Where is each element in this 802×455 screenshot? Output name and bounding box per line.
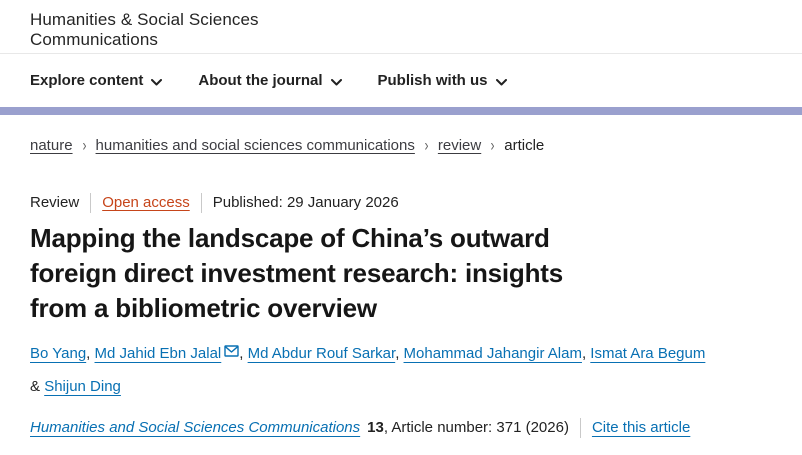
chevron-down-icon	[151, 73, 162, 90]
site-header	[0, 0, 802, 54]
cite-this-article-link[interactable]: Cite this article	[591, 419, 691, 436]
article-type-label: Review	[30, 194, 80, 211]
journal-accent-bar	[0, 107, 802, 115]
citation-line	[0, 417, 802, 438]
author-list	[0, 336, 745, 403]
article-title: Mapping the landscape of China’s outward foreign direct investment research: insights from a bibliometric overview	[30, 223, 564, 323]
meta-divider	[201, 193, 202, 213]
meta-divider	[580, 418, 581, 438]
author-link[interactable]: Ismat Ara Begum	[590, 345, 706, 362]
journal-title: Humanities & Social Sciences Communications	[30, 10, 259, 49]
author-link[interactable]: Bo Yang	[30, 345, 87, 362]
open-access-link[interactable]: Open access	[102, 194, 190, 211]
author-separator: ,	[239, 345, 248, 362]
nav-item-label: Explore content	[30, 72, 144, 89]
article-meta	[0, 192, 802, 213]
author-separator: &	[30, 378, 45, 395]
site-nav	[0, 54, 802, 107]
author-separator: ,	[86, 345, 95, 362]
author-link[interactable]: Md Abdur Rouf Sarkar	[247, 345, 396, 362]
published-date: Published: 29 January 2026	[212, 194, 399, 211]
author-separator: ,	[395, 345, 404, 362]
author-link[interactable]: Md Jahid Ebn Jalal	[94, 345, 222, 362]
author-separator: ,	[581, 345, 591, 362]
breadcrumb-link-journal[interactable]: humanities and social sciences communications	[95, 137, 415, 154]
chevron-down-icon	[496, 73, 507, 90]
journal-link[interactable]: Humanities and Social Sciences Communications	[30, 419, 361, 436]
nav-item-publish-with-us[interactable]	[378, 71, 507, 90]
breadcrumb-current-article: article	[504, 137, 545, 154]
volume-number: 13	[367, 419, 384, 436]
breadcrumb-separator-icon: ›	[82, 136, 87, 155]
nav-item-about-the-journal[interactable]	[198, 71, 341, 90]
author-link[interactable]: Shijun Ding	[44, 378, 121, 395]
email-envelope-icon[interactable]	[224, 336, 239, 369]
breadcrumb-link-nature[interactable]: nature	[30, 137, 73, 154]
article-number-text: , Article number: 371 (2026)	[383, 419, 569, 436]
nav-item-label: Publish with us	[377, 72, 488, 89]
nav-item-explore-content[interactable]	[30, 71, 162, 90]
nav-item-label: About the journal	[198, 72, 323, 89]
chevron-down-icon	[331, 73, 342, 90]
breadcrumb	[0, 136, 802, 156]
breadcrumb-separator-icon: ›	[490, 136, 495, 155]
meta-divider	[90, 193, 91, 213]
breadcrumb-link-review[interactable]: review	[437, 137, 482, 154]
breadcrumb-separator-icon: ›	[424, 136, 429, 155]
author-link[interactable]: Mohammad Jahangir Alam	[403, 345, 582, 362]
